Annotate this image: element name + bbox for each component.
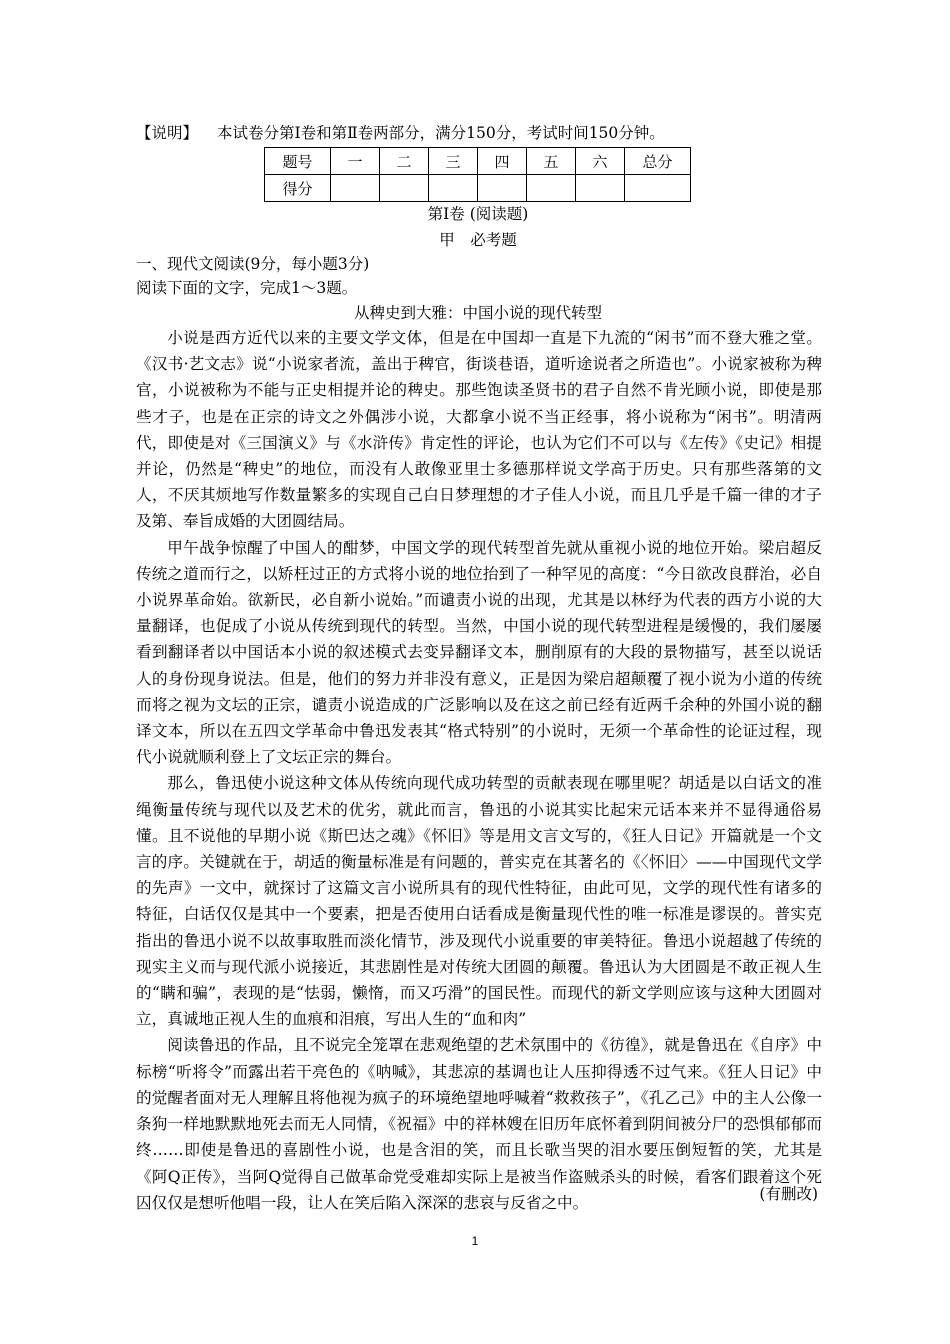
part-title: 第Ⅰ卷 (阅读题) [427, 205, 529, 223]
score-entry-cell[interactable] [429, 175, 478, 202]
article-body [136, 325, 822, 1216]
article-paragraph: 小说是西方近代以来的主要文学文体，但是在中国却一直是下九流的“闲书”而不登大雅之堂。《汉书·艺文志》说“小说家者流，盖出于稗官，街谈巷语，道听途说者之所造也”。小说家被称为稗官，小说被称为不能与正史相提并论的稗史。那些饱读圣贤书的君子自然不肯光顾小说，即使是那些才子，也是在正宗的诗文之外偶涉小说，大都拿小说不当正经事，将小说称为“闲书”。明清两代，即使是对《三国演义》与《水浒传》肯定性的评论，也认为它们不可以与《左传》《史记》相提并论，仍然是“稗史”的地位，而没有人敢像亚里士多德那样说文学高于历史。只有那些落第的文人，不厌其烦地写作数量繁多的实现自己白日梦理想的才子佳人小说，而且几乎是千篇一律的才子及第、奉旨成婚的大团圆结局。 [136, 329, 822, 531]
page-number: 1 [471, 1234, 479, 1248]
section-title: 甲 必考题 [439, 231, 517, 249]
table-cell-score-label: 得分 [265, 175, 331, 202]
table-cell-q2: 二 [380, 148, 429, 175]
table-cell-q5: 五 [527, 148, 576, 175]
score-entry-cell[interactable] [331, 175, 380, 202]
score-table [264, 147, 691, 202]
question-heading: 一、现代文阅读(9分，每小题3分) [136, 255, 370, 273]
score-table-header-row [265, 148, 691, 175]
exam-instructions [136, 121, 836, 145]
table-cell-total: 总分 [625, 148, 691, 175]
reading-instruction: 阅读下面的文字，完成1～3题。 [136, 279, 358, 297]
table-cell-q6: 六 [576, 148, 625, 175]
table-cell-q1: 一 [331, 148, 380, 175]
article-paragraph: 阅读鲁迅的作品，且不说完全笼罩在悲观绝望的艺术氛围中的《彷徨》，就是鲁迅在《自序》中标榜“听将令”而露出若干亮色的《呐喊》，其悲凉的基调也让人压抑得透不过气来。《狂人日记》中的觉醒者面对无人理解且将他视为疯子的环境绝望地呼喊着“救救孩子”，《孔乙己》中的主人公像一条狗一样地默默地死去而无人同情，《祝福》中的祥林嫂在旧历年底怀着到阴间被分尸的恐惧郁郁而终……即使是鲁迅的喜剧性小说，也是含泪的笑，而且长歌当哭的泪水要压倒短暂的笑，尤其是《阿Q正传》，当阿Q觉得自己做革命党受难却实际上是被当作盗贼杀头的时候，看客们跟着这个死囚仅仅是想听他唱一段，让人在笑后陷入深深的悲哀与反省之中。 [136, 1036, 822, 1212]
article-paragraph: 那么，鲁迅使小说这种文体从传统向现代成功转型的贡献表现在哪里呢？胡适是以白话文的准绳衡量传统与现代以及艺术的优劣，就此而言，鲁迅的小说其实比起宋元话本来并不显得通俗易懂。且不说他的早期小说《斯巴达之魂》《怀旧》等是用文言文写的，《狂人日记》开篇就是一个文言的序。关键就在于，胡适的衡量标准是有问题的，普实克在其著名的《〈怀旧〉——中国现代文学的先声》一文中，就探讨了这篇文言小说所具有的现代性特征，由此可见，文学的现代性有诸多的特征，白话仅仅是其中一个要素，把是否使用白话看成是衡量现代性的唯一标准是谬误的。普实克指出的鲁迅小说不以故事取胜而淡化情节，涉及现代小说重要的审美特征。鲁迅小说超越了传统的现实主义而与现代派小说接近，其悲剧性是对传统大团圆的颠覆。鲁迅认为大团圆是不敢正视人生的“瞒和骗”，表现的是“怯弱，懒惰，而又巧滑”的国民性。而现代的新文学则应该与这种大团圆对立，真诚地正视人生的血痕和泪痕，写出人生的“血和肉” [136, 774, 822, 1029]
score-entry-cell[interactable] [576, 175, 625, 202]
article-title: 从稗史到大雅：中国小说的现代转型 [353, 304, 602, 322]
table-cell-q4: 四 [478, 148, 527, 175]
table-cell-q3: 三 [429, 148, 478, 175]
score-entry-cell[interactable] [625, 175, 691, 202]
score-entry-cell[interactable] [527, 175, 576, 202]
instructions-text: 本试卷分第Ⅰ卷和第Ⅱ卷两部分，满分150分，考试时间150分钟。 [216, 124, 665, 142]
article-paragraph: 甲午战争惊醒了中国人的酣梦，中国文学的现代转型首先就从重视小说的地位开始。梁启超反传统之道而行之，以矫枉过正的方式将小说的地位抬到了一种罕见的高度：“今日欲改良群治，必自小说界革命始。欲新民，必自新小说始。”而谴责小说的出现，尤其是以林纾为代表的西方小说的大量翻译，也促成了小说从传统到现代的转型。当然，中国小说的现代转型进程是缓慢的，我们屡屡看到翻译者以中国话本小说的叙述模式去变异翻译文本，删削原有的大段的景物描写，甚至以说话人的身份现身说法。但是，他们的努力并非没有意义，正是因为梁启超颠覆了视小说为小道的传统而将之视为文坛的正宗，谴责小说造成的广泛影响以及在这之前已经有近两千余种的外国小说的翻译文本，所以在五四文学革命中鲁迅发表其“格式特别”的小说时，无须一个革命性的论证过程，现代小说就顺利登上了文坛正宗的舞台。 [136, 538, 822, 767]
score-table-score-row [265, 175, 691, 202]
score-entry-cell[interactable] [380, 175, 429, 202]
table-cell-question-number: 题号 [265, 148, 331, 175]
source-note: (有删改) [759, 1185, 818, 1203]
instructions-label: 【说明】 [136, 124, 199, 142]
score-entry-cell[interactable] [478, 175, 527, 202]
